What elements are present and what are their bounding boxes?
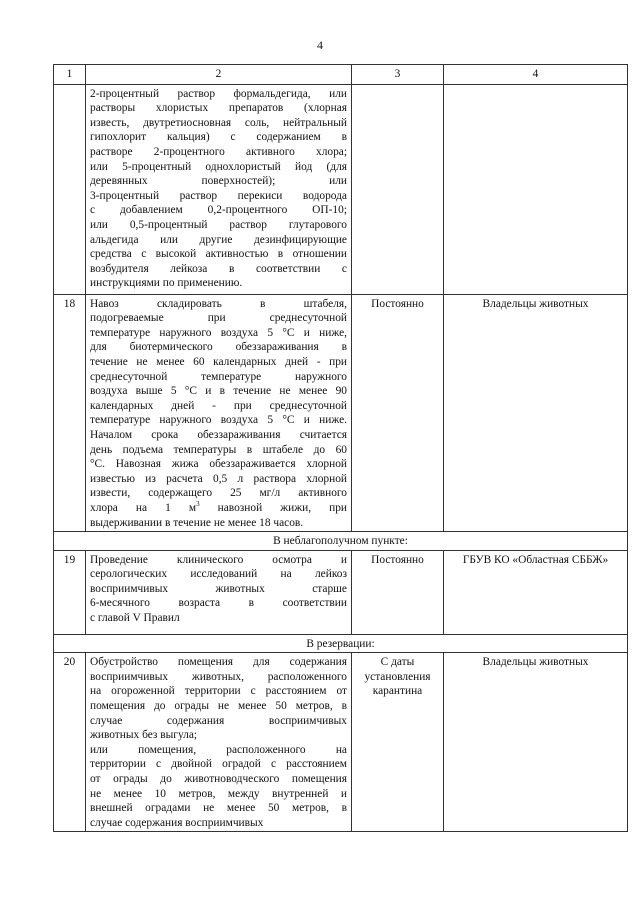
measures-table <box>53 64 628 832</box>
row-number-empty <box>54 84 86 294</box>
measure-text: Проведение клинического осмотра и серологических исследований на лейкоз восприимчивых животных старше 6-месячного возраста в соответствии с главой V Правил <box>86 550 352 634</box>
measure-text: Навоз складировать в штабеля, подогреваемые при среднесуточной температуре наружного воздуха 5 °С и ниже, для биотермического обеззараживания в течение не менее 60 календарных дней - при среднесуточной температуре наружного воздуха выше 5 °С и в течение не менее 90 календарных дней - при среднесуточной температуре наружного воздуха 5 °С и ниже. Началом срока обеззараживания считается день подъема температуры в штабеле до 60 °С. Навозная жижа обеззараживается хлорной известью из расчета 0,5 л раствора хлорной извести, содержащего 25 мг/л активного хлора на 1 $м^3$ навозной жижи, при выдерживании в течение не менее 18 часов. <box>86 294 352 532</box>
table-row-18 <box>54 294 628 532</box>
section-row-unfavorable <box>54 532 628 551</box>
term-empty <box>352 84 444 294</box>
header-col-4: 4 <box>444 65 628 85</box>
section-row-reservation <box>54 634 628 653</box>
section-title: В неблагополучном пункте: <box>54 532 628 551</box>
table-row-19 <box>54 550 628 634</box>
responsible: Владельцы животных <box>444 294 628 532</box>
term: С даты установления карантина <box>352 653 444 832</box>
responsible: ГБУВ КО «Областная СББЖ» <box>444 550 628 634</box>
table-row-20 <box>54 653 628 832</box>
header-col-3: 3 <box>352 65 444 85</box>
cubic-exponent: 3 <box>196 500 200 509</box>
page-number: 4 <box>317 38 323 52</box>
responsible: Владельцы животных <box>444 653 628 832</box>
row-number: 20 <box>54 653 86 832</box>
responsible-empty <box>444 84 628 294</box>
measure-text: Обустройство помещения для содержания восприимчивых животных, расположенного на огороженной территории с расстоянием от помещения до ограды не менее 50 метров, в случае содержания восприимчивых животных без выгула; или помещения, расположенного на территории с двойной оградой с расстоянием от ограды до животноводческого помещения не менее 10 метров, между внутренней и внешней оградами не менее 50 метров, в случае содержания восприимчивых <box>86 653 352 832</box>
header-col-2: 2 <box>86 65 352 85</box>
term: Постоянно <box>352 550 444 634</box>
table-header-row <box>54 65 628 85</box>
header-col-1: 1 <box>54 65 86 85</box>
table-row-continued <box>54 84 628 294</box>
row-number: 19 <box>54 550 86 634</box>
row-number: 18 <box>54 294 86 532</box>
measure-text: 2-процентный раствор формальдегида, или растворы хлористых препаратов (хлорная известь, двутретиосновная соль, нейтральный гипохлорит кальция) с содержанием в растворе 2-процентного активного хлора; или 5-процентный однохлористый йод (для деревянных поверхностей); или 3-процентный раствор перекиси водорода с добавлением 0,2-процентного ОП-10; или 0,5-процентный раствор глутарового альдегида или другие дезинфицирующие средства с высокой активностью в отношении возбудителя лейкоза в соответствии с инструкциями по применению. <box>86 84 352 294</box>
term: Постоянно <box>352 294 444 532</box>
section-title: В резервации: <box>54 634 628 653</box>
